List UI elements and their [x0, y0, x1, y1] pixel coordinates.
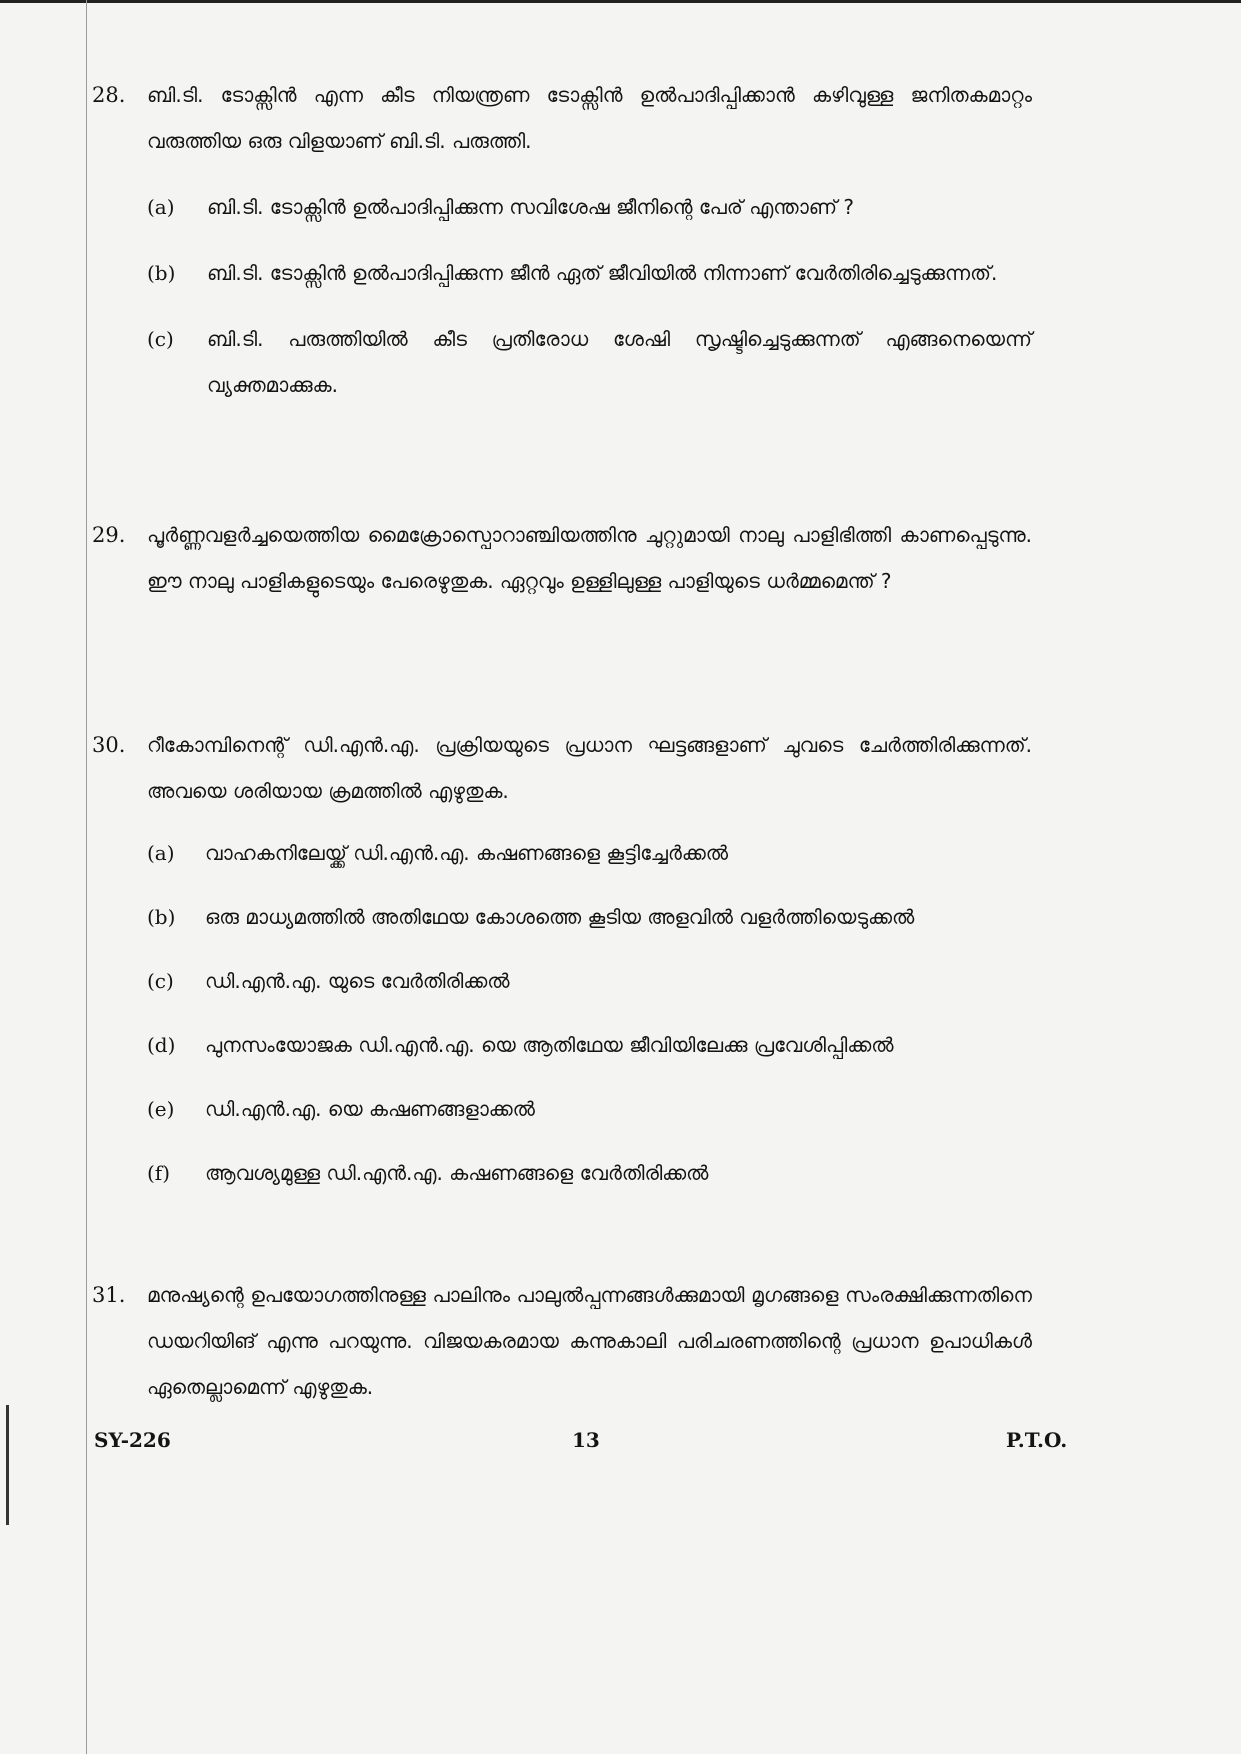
option-label: (d): [147, 1033, 176, 1057]
question-number: 31.: [92, 1283, 126, 1307]
option-b: [147, 894, 1032, 940]
option-c: [147, 958, 1032, 1004]
subpart-label: (a): [147, 195, 175, 219]
page-number: 13: [572, 1428, 600, 1452]
question-29: [92, 512, 1032, 604]
left-margin-line: [86, 0, 87, 1754]
footer-code: SY-226: [94, 1428, 171, 1452]
question-text: റീകോമ്പിനെന്റ് ഡി.എൻ.എ. പ്രക്രിയയുടെ പ്രധാന ഘട്ടങ്ങളാണ് ചുവടെ ചേർത്തിരിക്കുന്നത്. അവയെ ശരിയായ ക്രമത്തിൽ എഴുതുക.: [147, 733, 1032, 803]
option-label: (c): [147, 969, 174, 993]
question-text: ബി.ടി. ടോക്സിൻ എന്ന കീട നിയന്ത്രണ ടോക്സിൻ ഉൽപാദിപ്പിക്കാൻ കഴിവുള്ള ജനിതകമാറ്റം വരുത്തിയ ഒരു വിളയാണ് ബി.ടി. പരുത്തി.: [147, 83, 1032, 153]
question-28: [92, 72, 1032, 408]
pto-label: P.T.O.: [1006, 1428, 1068, 1452]
option-text: ഒരു മാധ്യമത്തിൽ അതിഥേയ കോശത്തെ കൂടിയ അളവിൽ വളർത്തിയെടുക്കൽ: [205, 905, 915, 929]
top-border-line: [0, 0, 1241, 3]
option-label: (b): [147, 905, 176, 929]
subpart-a: [147, 184, 1032, 230]
subpart-text: ബി.ടി. പരുത്തിയിൽ കീട പ്രതിരോധ ശേഷി സൃഷ്ടിച്ചെടുക്കുന്നത് എങ്ങനെയെന്ന് വ്യക്തമാക്കുക.: [207, 327, 1032, 397]
option-e: [147, 1086, 1032, 1132]
option-a: [147, 830, 1032, 876]
question-number: 29.: [92, 523, 126, 547]
option-text: ഡി.എൻ.എ. യെ കഷണങ്ങളാക്കൽ: [205, 1097, 535, 1121]
option-f: [147, 1150, 1032, 1196]
subpart-label: (b): [147, 261, 176, 285]
subpart-b: [147, 250, 1032, 296]
option-text: വാഹകനിലേയ്ക്ക് ഡി.എൻ.എ. കഷണങ്ങളെ കൂട്ടിച്ചേർക്കൽ: [205, 841, 729, 865]
subpart-label: (c): [147, 327, 174, 351]
subpart-text: ബി.ടി. ടോക്സിൻ ഉൽപാദിപ്പിക്കുന്ന ജീൻ ഏത് ജീവിയിൽ നിന്നാണ് വേർതിരിച്ചെടുക്കുന്നത്.: [207, 261, 998, 285]
subpart-c: [147, 316, 1032, 408]
question-number: 30.: [92, 733, 126, 757]
option-label: (a): [147, 841, 175, 865]
scan-edge-mark: [6, 1405, 9, 1525]
option-label: (e): [147, 1097, 175, 1121]
option-text: ആവശ്യമുള്ള ഡി.എൻ.എ. കഷണങ്ങളെ വേർതിരിക്കൽ: [205, 1161, 709, 1185]
question-number: 28.: [92, 83, 126, 107]
question-text: പൂർണ്ണവളർച്ചയെത്തിയ മൈക്രോസ്പൊറാഞ്ചിയത്തിനു ചുറ്റുമായി നാലു പാളിഭിത്തി കാണപ്പെടുന്നു. ഈ നാലു പാളികളുടെയും പേരെഴുതുക. ഏറ്റവും ഉള്ളിലുള്ള പാളിയുടെ ധർമ്മമെന്ത് ?: [147, 523, 1032, 593]
option-text: പുനസംയോജക ഡി.എൻ.എ. യെ ആതിഥേയ ജീവിയിലേക്കു പ്രവേശിപ്പിക്കൽ: [205, 1033, 894, 1057]
question-31: [92, 1272, 1032, 1410]
question-30: [92, 722, 1032, 1214]
option-label: (f): [147, 1161, 171, 1185]
option-text: ഡി.എൻ.എ. യുടെ വേർതിരിക്കൽ: [205, 969, 510, 993]
option-list: [147, 830, 1032, 1196]
subpart-text: ബി.ടി. ടോക്സിൻ ഉൽപാദിപ്പിക്കുന്ന സവിശേഷ ജീനിന്റെ പേര് എന്താണ് ?: [207, 195, 854, 219]
subpart-list: [147, 184, 1032, 408]
option-d: [147, 1022, 1032, 1068]
question-text: മനുഷ്യന്റെ ഉപയോഗത്തിനുള്ള പാലിനും പാലുൽപ്പന്നങ്ങൾക്കുമായി മൃഗങ്ങളെ സംരക്ഷിക്കുന്നതിനെ ഡയറിയിങ് എന്നു പറയുന്നു. വിജയകരമായ കന്നുകാലി പരിചരണത്തിന്റെ പ്രധാന ഉപാധികൾ ഏതെല്ലാമെന്ന് എഴുതുക.: [147, 1283, 1032, 1399]
